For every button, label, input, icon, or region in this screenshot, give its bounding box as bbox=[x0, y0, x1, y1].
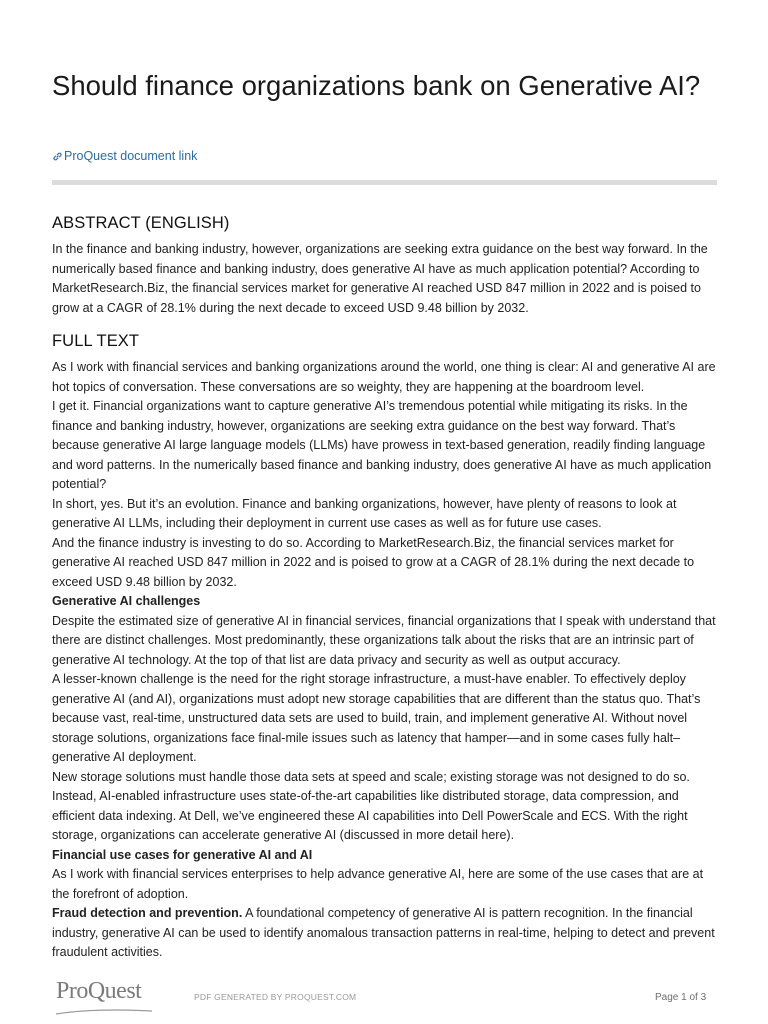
full-text-paragraph: A lesser-known challenge is the need for the right storage infrastructure, a must-have enabler. To effectively deploy generative AI (and AI), organizations must adopt new storage capabilities that are different than the status quo. That’s because vast, real-time, unstructured data sets are used to build, train, and implement generative AI. Without novel storage solutions, organizations face final-mile issues such as latency that hamper—and in some cases fully halt–generative AI deployment. bbox=[52, 672, 701, 764]
full-text-heading: FULL TEXT bbox=[52, 332, 140, 350]
document-title: Should finance organizations bank on Generative AI? bbox=[52, 70, 701, 101]
subheading-challenges: Generative AI challenges bbox=[52, 594, 201, 608]
proquest-document-link-label: ProQuest document link bbox=[64, 149, 198, 163]
full-text-paragraph: In short, yes. But it’s an evolution. Finance and banking organizations, however, have plenty of reasons to look at generative AI LLMs, including their deployment in current use cases as well as for future use cases. bbox=[52, 496, 677, 530]
full-text-paragraph: Despite the estimated size of generative AI in financial services, financial organizations that I speak with understand that there are distinct challenges. Most predominantly, these organizations talk about the risks that are an intrinsic part of generative AI technology. At the top of that list are data privacy and security as well as output accuracy. bbox=[52, 613, 716, 667]
proquest-logo: ProQuest bbox=[56, 978, 142, 1004]
fraud-paragraph bbox=[52, 904, 722, 963]
full-text-body bbox=[52, 358, 722, 963]
subheading-use-cases: Financial use cases for generative AI and AI bbox=[52, 847, 313, 862]
logo-swoosh-icon bbox=[54, 1003, 154, 1021]
fraud-lead: Fraud detection and prevention. bbox=[52, 906, 243, 920]
full-text-paragraph: As I work with financial services enterprises to help advance generative AI, here are some of the use cases that are at the forefront of adoption. bbox=[52, 867, 704, 901]
link-icon bbox=[52, 151, 63, 162]
full-text-paragraph: I get it. Financial organizations want to capture generative AI’s tremendous potential while mitigating its risks. In the finance and banking industry, however, organizations are seeking extra guidance on the best way forward. That’s because generative AI large language models (LLMs) have prowess in text-based generation, readily finding language and word patterns. In the numerically based finance and banking industry, does generative AI have as much application potential? bbox=[52, 399, 712, 491]
generated-by-text: PDF GENERATED BY PROQUEST.COM bbox=[194, 992, 357, 1002]
page-number: Page 1 of 3 bbox=[655, 992, 707, 1003]
abstract-heading: ABSTRACT (ENGLISH) bbox=[52, 214, 230, 232]
header-divider bbox=[52, 180, 717, 185]
full-text-paragraph: As I work with financial services and banking organizations around the world, one thing is clear: AI and generative AI are hot topics of conversation. These conversations are so weighty, they are happening at the boardroom level. bbox=[52, 360, 716, 394]
page-footer bbox=[0, 975, 768, 1015]
abstract-text: In the finance and banking industry, however, organizations are seeking extra guidance on the best way forward. In the numerically based finance and banking industry, does generative AI have as much application potential? According to MarketResearch.Biz, the financial services market for generative AI reached USD 847 million in 2022 and is poised to grow at a CAGR of 28.1% during the next decade to exceed USD 9.48 billion by 2032. bbox=[52, 242, 708, 315]
full-text-paragraph: New storage solutions must handle those data sets at speed and scale; existing storage was not designed to do so. Instead, AI-enabled infrastructure uses state-of-the-art capabilities like distributed storage, data compression, and efficient data indexing. At Dell, we’ve engineered these AI capabilities into Dell PowerScale and ECS. With the right storage, organizations can accelerate generative AI (discussed in more detail here). bbox=[52, 769, 690, 842]
fraud-text: A foundational competency of generative AI is pattern recognition. In the financial industry, generative AI can be used to identify anomalous transaction patterns in real-time, helping to detect and prevent fraudulent activities. bbox=[52, 906, 715, 959]
proquest-document-link[interactable] bbox=[52, 149, 197, 163]
full-text-paragraph: And the finance industry is investing to do so. According to MarketResearch.Biz, the financial services market for generative AI reached USD 847 million in 2022 and is poised to grow at a CAGR of 28.1% during the next decade to exceed USD 9.48 billion by 2032. bbox=[52, 535, 695, 589]
